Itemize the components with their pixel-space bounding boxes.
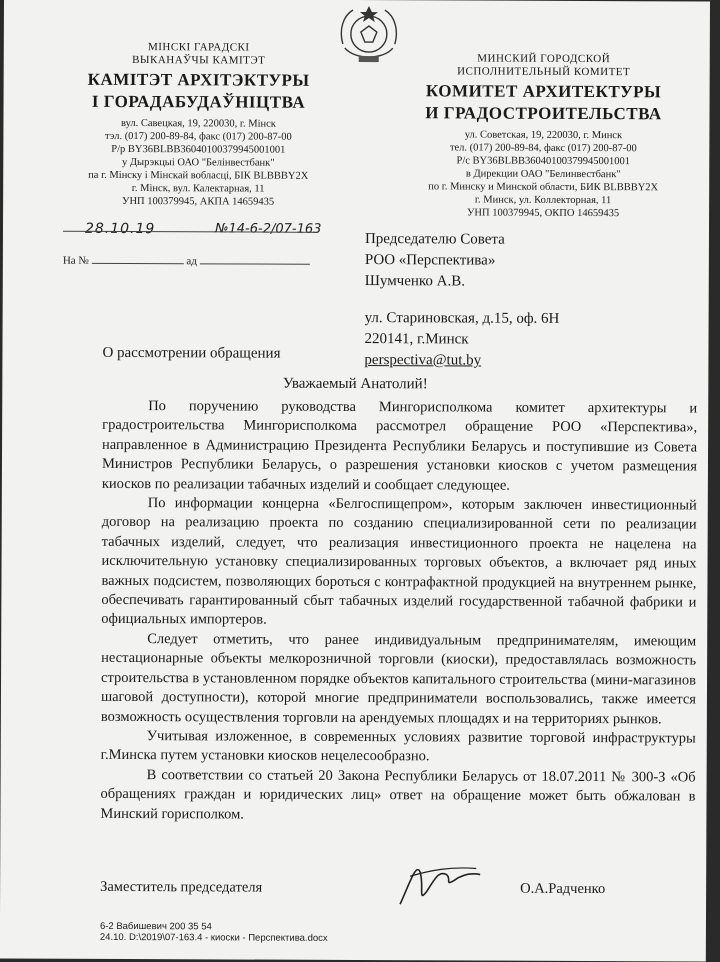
reference-date-blank: [200, 253, 310, 264]
address-line: УНП 100379945, ОКПО 14659435: [466, 207, 620, 220]
belarusian-header: [53, 41, 344, 209]
body-paragraph: Учитывая изложенное, в современных условиях развитие торговой инфраструктуры г.Минска путем установки киосков нецелесообразно.: [100, 727, 696, 765]
signer-position: Заместитель председателя: [100, 878, 263, 896]
recipient-address: 220141, г.Минск: [364, 331, 469, 348]
address-line: па г. Мінску і Мінскай вобласці, БІК BLBBBY2X: [88, 169, 309, 182]
state-emblem-icon: [335, 4, 403, 68]
registration-number: №14-6-2/07-163: [214, 221, 322, 237]
address-line: в Дирекции ОАО "Белинвестбанк": [465, 168, 621, 181]
address-line: вул. Савецкая, 19, 220030, г. Мінск: [120, 117, 276, 130]
reference-line: [63, 253, 310, 268]
body-paragraph: Следует отметить, что ранее индивидуальным предпринимателям, имеющим нестационарные объекты мелкорозничной торговли (киоски), предоставлялась возможность строительства в установленном порядке объектов капитального строительства (мини-магазинов шаговой доступности), которой многие предприниматели воспользовались, также имеется возможность осуществления торговли на арендуемых площадях и на территориях рынков.: [100, 630, 697, 727]
body-paragraph: По поручению руководства Мингорисполкома комитет архитектуры и градостроительства Мингорисполкома рассмотрел обращение РОО «Перспектива», направленное в Администрацию Президента Республики Беларусь и поступившие из Совета Министров Республики Беларусь, о разрешения установки киосков с учетом размещения киосков по реализации табачных изделий и сообщает следующее.: [101, 398, 698, 494]
letter-body: [100, 397, 697, 827]
committee-title: І ГОРАДАБУДАЎНІЦТВА: [91, 91, 306, 112]
signature-icon: [380, 852, 500, 913]
header-line: МИНСКИЙ ГОРОДСКОЙ: [477, 52, 611, 66]
reference-from-label: ад: [186, 255, 197, 268]
address-line: Р/с BY36BLBB36040100379945001001: [456, 155, 631, 168]
recipient-line: Председателю Совета: [364, 231, 505, 248]
address-line: УНП 100379945, АКПА 14659435: [122, 195, 275, 208]
address-line: ул. Советская, 19, 220030, г. Минск: [464, 129, 623, 142]
address-block: [393, 128, 693, 220]
reference-blank: [92, 253, 184, 264]
address-line: по г. Минску и Минской области, БИК BLBBBY2X: [428, 181, 659, 194]
registration-date: 28.10.19: [84, 220, 156, 238]
letter-greeting: Уважаемый Анатолий!: [282, 375, 428, 393]
recipient-line: РОО «Перспектива»: [364, 252, 496, 269]
committee-title: КАМІТЭТ АРХІТЭКТУРЫ: [87, 69, 310, 90]
recipient-line: Шумченко А.В.: [364, 273, 466, 290]
committee-title: КОМИТЕТ АРХИТЕКТУРЫ: [425, 81, 662, 102]
signer-name: О.А.Радченко: [520, 880, 606, 898]
footer-note: [100, 921, 328, 944]
committee-title: И ГРАДОСТРОИТЕЛЬСТВА: [425, 103, 662, 124]
address-line: тэл. (017) 200-89-84, факс (017) 200-87-00: [105, 130, 292, 143]
body-paragraph: В соответствии со статьей 20 Закона Республики Беларусь от 18.07.2011 № 300-З «Об обращениях граждан и юридических лиц» ответ на обращение может быть обжалован в Минский горисполком.: [100, 766, 696, 823]
address-line: тел. (017) 200-89-84, факс (017) 200-87-00: [449, 142, 637, 155]
recipient-email-link[interactable]: perspectiva@tut.by: [364, 352, 482, 369]
address-line: г. Минск, ул. Коллекторная, 11: [474, 194, 612, 207]
russian-header: [393, 52, 694, 220]
header-line: ВЫКАНАЎЧЫ КАМІТЭТ: [132, 54, 266, 67]
recipient-address: ул. Стариновская, д.15, оф. 6Н: [364, 310, 560, 327]
address-line: у Дырэкцыі ОАО "Белінвестбанк": [121, 156, 275, 169]
address-block: [53, 117, 343, 209]
footer-line: 6-2 Вабишевич 200 35 54: [99, 920, 212, 933]
address-line: Р/р BY36BLBB36040100379945001001: [111, 143, 286, 156]
letter-subject: О рассмотрении обращения: [102, 344, 281, 362]
recipient-block: [364, 229, 559, 372]
footer-line: 24.10. D:\2019\07-163.4 - киоски - Перспектива.docx: [99, 931, 328, 944]
address-line: г. Мінск, вул. Калектарная, 11: [131, 183, 265, 195]
header-line: ИСПОЛНИТЕЛЬНЫЙ КОМИТЕТ: [457, 65, 631, 79]
header-line: МІНСКІ ГАРАДСКІ: [147, 41, 250, 54]
reference-label: На №: [62, 254, 89, 267]
body-paragraph: По информации концерна «Белгоспищепром», которым заключен инвестиционный договор на реализацию проекта по созданию специализированной сети по реализации табачных изделий, следует, что реализация инвестиционного проекта не нацелена на исключительную установку специализированных торговых объектов, а включает ряд иных важных подсистем, позволяющих бороться с контрафактной продукцией на внутреннем рынке, обеспечивать гарантированный сбыт табачных изделий государственной табачной фабрики и официальных импортеров.: [101, 495, 697, 629]
